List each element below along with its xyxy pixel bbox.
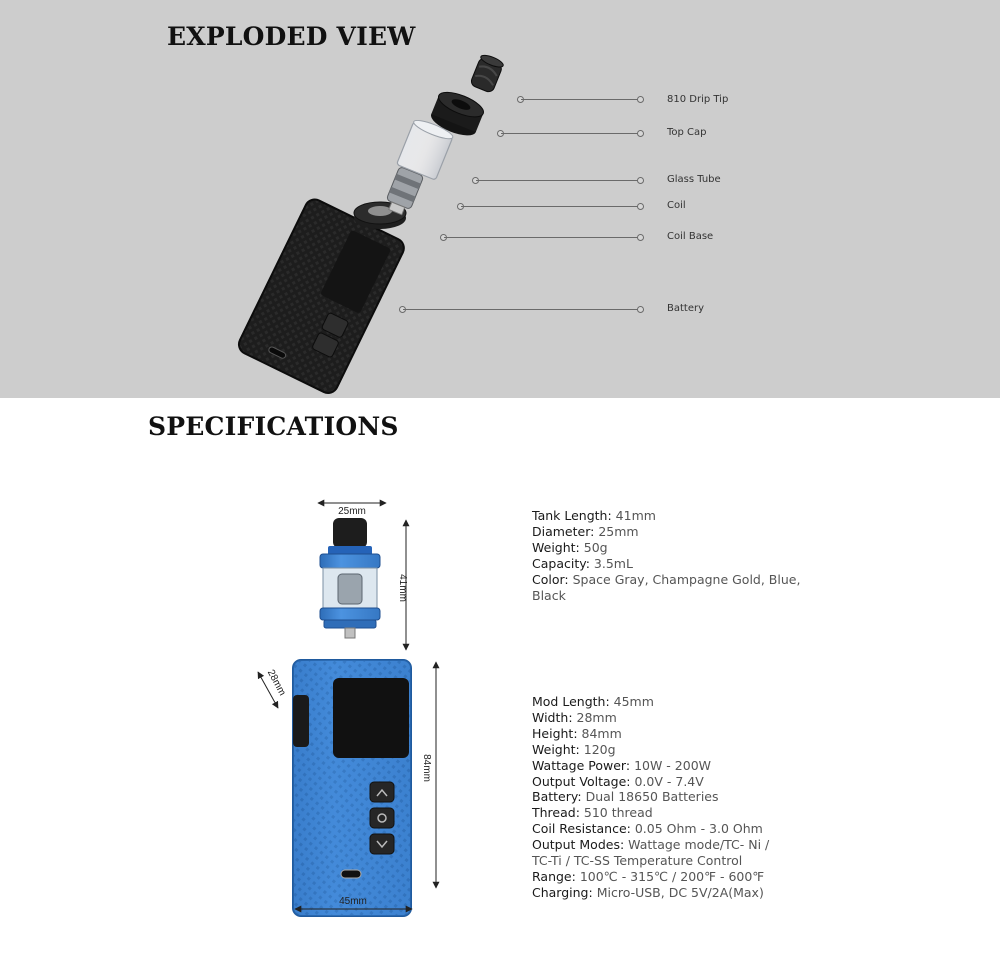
dim-tank-width: 25mm (338, 506, 366, 517)
spec-row: Black (532, 587, 566, 603)
coil-part (383, 166, 424, 217)
part-label-drip-tip: 810 Drip Tip (667, 94, 729, 105)
spec-row: Tank Length: 41mm (532, 508, 656, 523)
spec-row: Weight: 50g (532, 539, 608, 555)
dim-mod-width: 45mm (339, 896, 367, 907)
spec-row: Charging: Micro-USB, DC 5V/2A(Max) (532, 884, 764, 900)
spec-row: Mod Length: 45mm (532, 694, 654, 709)
callout-line-top-cap (497, 129, 644, 139)
spec-row: Coil Resistance: 0.05 Ohm - 3.0 Ohm (532, 821, 763, 837)
spec-row: Wattage Power: 10W - 200W (532, 757, 712, 773)
part-label-glass-tube: Glass Tube (667, 174, 721, 185)
dim-mod-depth: 28mm (264, 667, 288, 698)
callout-line-glass-tube (472, 176, 644, 186)
dim-tank-height: 41mm (397, 574, 408, 602)
callout-line-battery (399, 305, 644, 315)
spec-row: Thread: 510 thread (532, 805, 653, 821)
callout-line-coil-base (440, 233, 644, 243)
dim-mod-height: 84mm (421, 754, 432, 782)
tank-illustration (320, 518, 380, 638)
exploded-view-illustration (0, 0, 1000, 398)
mod-illustration (293, 660, 411, 916)
spec-row: Range: 100℃ - 315℃ / 200℉ - 600℉ (532, 868, 765, 884)
part-label-battery: Battery (667, 303, 705, 314)
tank-specs-list (532, 508, 800, 603)
spec-row: Output Voltage: 0.0V - 7.4V (532, 773, 704, 789)
specifications-title: SPECIFICATIONS (148, 412, 399, 441)
part-label-top-cap: Top Cap (667, 127, 707, 138)
spec-row: Color: Space Gray, Champagne Gold, Blue, (532, 571, 801, 587)
exploded-view-title: EXPLODED VIEW (167, 22, 416, 51)
part-label-coil: Coil (667, 200, 686, 211)
callout-line-coil (457, 202, 644, 212)
drip-tip-part (470, 53, 505, 94)
spec-row: Height: 84mm (532, 725, 622, 741)
spec-row: Capacity: 3.5mL (532, 555, 633, 571)
spec-row: Weight: 120g (532, 741, 616, 757)
spec-row: Width: 28mm (532, 709, 617, 725)
spec-row: Output Modes: Wattage mode/TC- Ni / (532, 837, 770, 853)
part-label-coil-base: Coil Base (667, 231, 714, 242)
exploded-view-section (0, 0, 1000, 398)
spec-row: Diameter: 25mm (532, 523, 639, 539)
mod-specs-list (532, 694, 769, 901)
spec-row: TC-Ti / TC-SS Temperature Control (532, 853, 743, 869)
spec-row: Battery: Dual 18650 Batteries (532, 789, 719, 805)
callout-line-drip-tip (517, 95, 644, 105)
